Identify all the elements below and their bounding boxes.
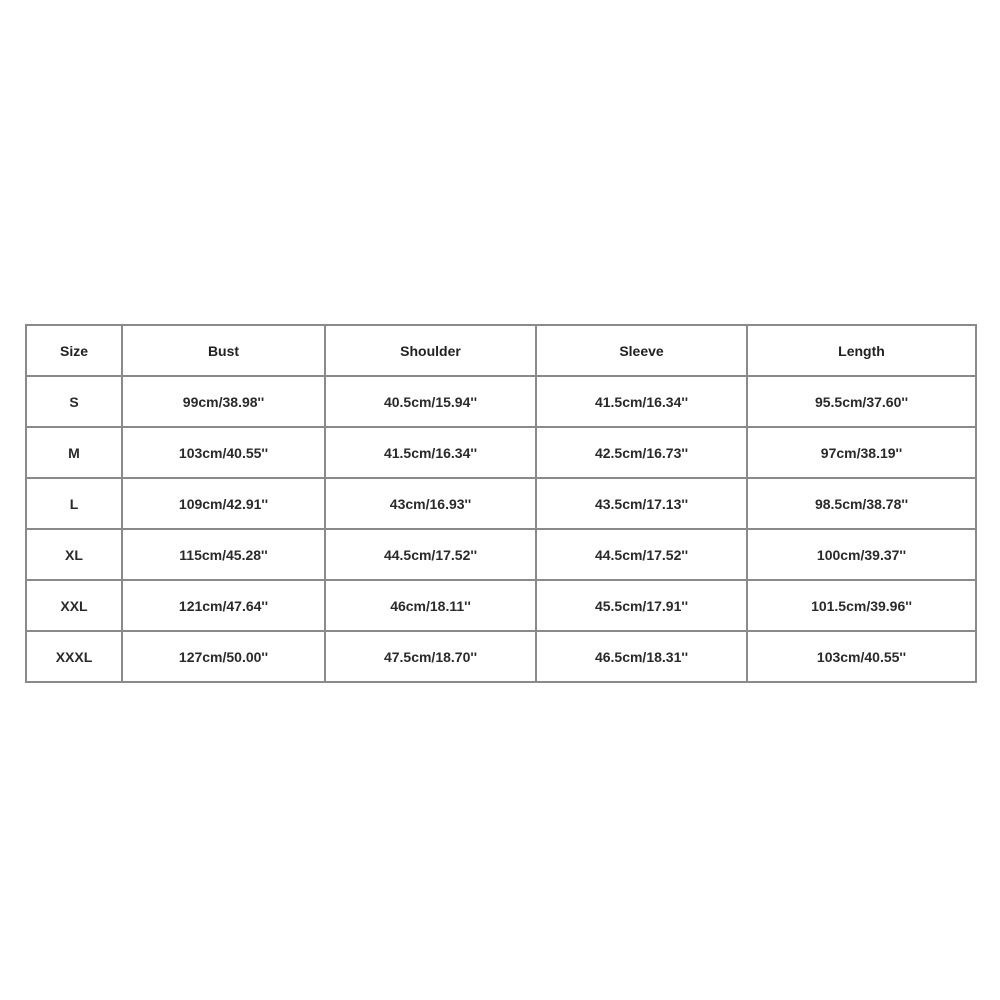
length-cell: 100cm/39.37'' bbox=[747, 529, 976, 580]
table-row bbox=[26, 631, 976, 682]
bust-cell: 109cm/42.91'' bbox=[122, 478, 325, 529]
table-row bbox=[26, 580, 976, 631]
header-size: Size bbox=[26, 325, 122, 376]
bust-cell: 121cm/47.64'' bbox=[122, 580, 325, 631]
shoulder-cell: 43cm/16.93'' bbox=[325, 478, 536, 529]
table-row bbox=[26, 427, 976, 478]
sleeve-cell: 43.5cm/17.13'' bbox=[536, 478, 747, 529]
size-cell: XXL bbox=[26, 580, 122, 631]
length-cell: 97cm/38.19'' bbox=[747, 427, 976, 478]
size-cell: XXXL bbox=[26, 631, 122, 682]
shoulder-cell: 47.5cm/18.70'' bbox=[325, 631, 536, 682]
length-cell: 95.5cm/37.60'' bbox=[747, 376, 976, 427]
bust-cell: 103cm/40.55'' bbox=[122, 427, 325, 478]
shoulder-cell: 44.5cm/17.52'' bbox=[325, 529, 536, 580]
sleeve-cell: 45.5cm/17.91'' bbox=[536, 580, 747, 631]
table-row bbox=[26, 376, 976, 427]
length-cell: 98.5cm/38.78'' bbox=[747, 478, 976, 529]
header-sleeve: Sleeve bbox=[536, 325, 747, 376]
shoulder-cell: 40.5cm/15.94'' bbox=[325, 376, 536, 427]
table-row bbox=[26, 529, 976, 580]
header-length: Length bbox=[747, 325, 976, 376]
sleeve-cell: 44.5cm/17.52'' bbox=[536, 529, 747, 580]
bust-cell: 115cm/45.28'' bbox=[122, 529, 325, 580]
bust-cell: 99cm/38.98'' bbox=[122, 376, 325, 427]
header-row bbox=[26, 325, 976, 376]
table-row bbox=[26, 478, 976, 529]
size-cell: S bbox=[26, 376, 122, 427]
size-chart-table bbox=[25, 324, 977, 683]
sleeve-cell: 41.5cm/16.34'' bbox=[536, 376, 747, 427]
sleeve-cell: 42.5cm/16.73'' bbox=[536, 427, 747, 478]
size-cell: XL bbox=[26, 529, 122, 580]
size-cell: M bbox=[26, 427, 122, 478]
size-cell: L bbox=[26, 478, 122, 529]
shoulder-cell: 41.5cm/16.34'' bbox=[325, 427, 536, 478]
shoulder-cell: 46cm/18.11'' bbox=[325, 580, 536, 631]
length-cell: 101.5cm/39.96'' bbox=[747, 580, 976, 631]
header-bust: Bust bbox=[122, 325, 325, 376]
bust-cell: 127cm/50.00'' bbox=[122, 631, 325, 682]
length-cell: 103cm/40.55'' bbox=[747, 631, 976, 682]
header-shoulder: Shoulder bbox=[325, 325, 536, 376]
sleeve-cell: 46.5cm/18.31'' bbox=[536, 631, 747, 682]
